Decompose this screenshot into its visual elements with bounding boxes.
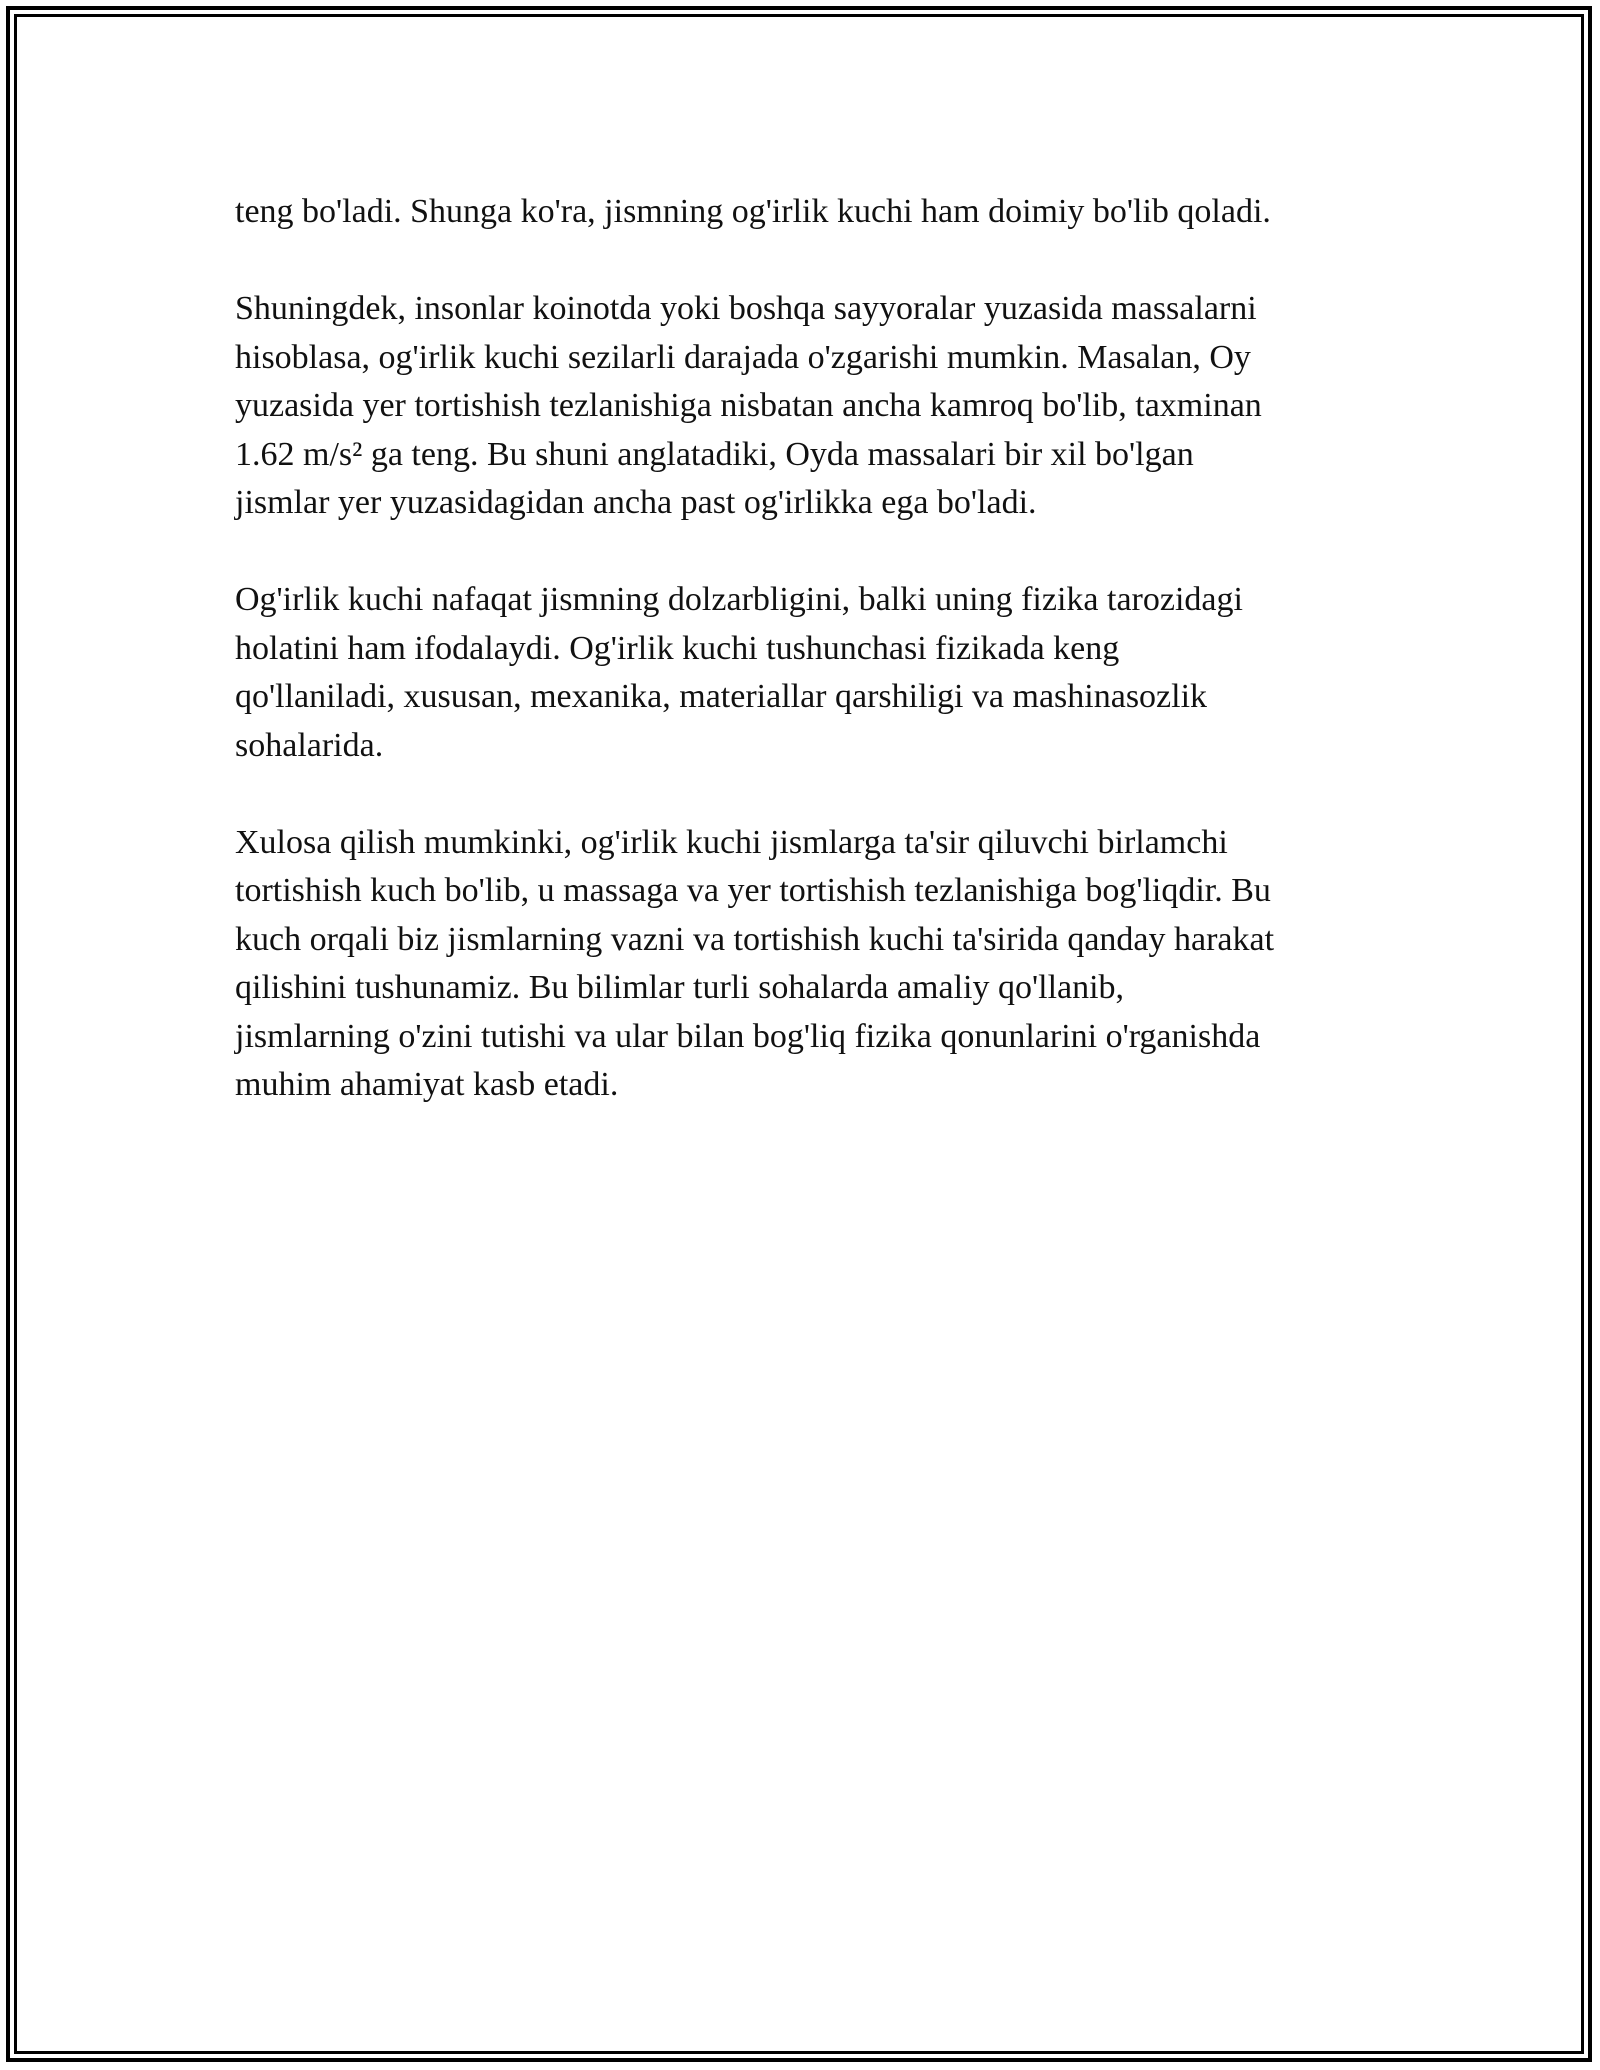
paragraph-1: teng bo'ladi. Shunga ko'ra, jismning og'irlik kuchi ham doimiy bo'lib qoladi. bbox=[235, 193, 1271, 230]
paragraph-4: Xulosa qilish mumkinki, og'irlik kuchi jismlarga ta'sir qiluvchi birlamchi tortishish kuch bo'lib, u massaga va yer tortishish tezlanishiga bog'liqdir. Bu kuch orqali biz jismlarning vazni va tortishish kuchi ta'sirida qanday harakat qilishini tushunamiz. Bu bilimlar turli sohalarda amaliy qo'llanib, jismlarning o'zini tutishi va ular bilan bog'liq fizika qonunlarini o'rganishda muhim ahamiyat kasb etadi. bbox=[235, 823, 1275, 1103]
paragraph-2: Shuningdek, insonlar koinotda yoki boshqa sayyoralar yuzasida massalarni hisoblasa, og'irlik kuchi sezilarli darajada o'zgarishi mumkin. Masalan, Oy yuzasida yer tortishish tezlanishiga nisbatan ancha kamroq bo'lib, taxminan 1.62 m/s² ga teng. Bu shuni anglatadiki, Oyda massalari bir xil bo'lgan jismlar yer yuzasidagidan ancha past og'irlikka ega bo'ladi. bbox=[235, 290, 1262, 521]
paragraph-3: Og'irlik kuchi nafaqat jismning dolzarbligini, balki uning fizika tarozidagi holatini ham ifodalaydi. Og'irlik kuchi tushunchasi fizikada keng qo'llaniladi, xususan, mexanika, materiallar qarshiligi va mashinasozlik sohalarida. bbox=[235, 581, 1243, 764]
document-body bbox=[235, 188, 1375, 1158]
